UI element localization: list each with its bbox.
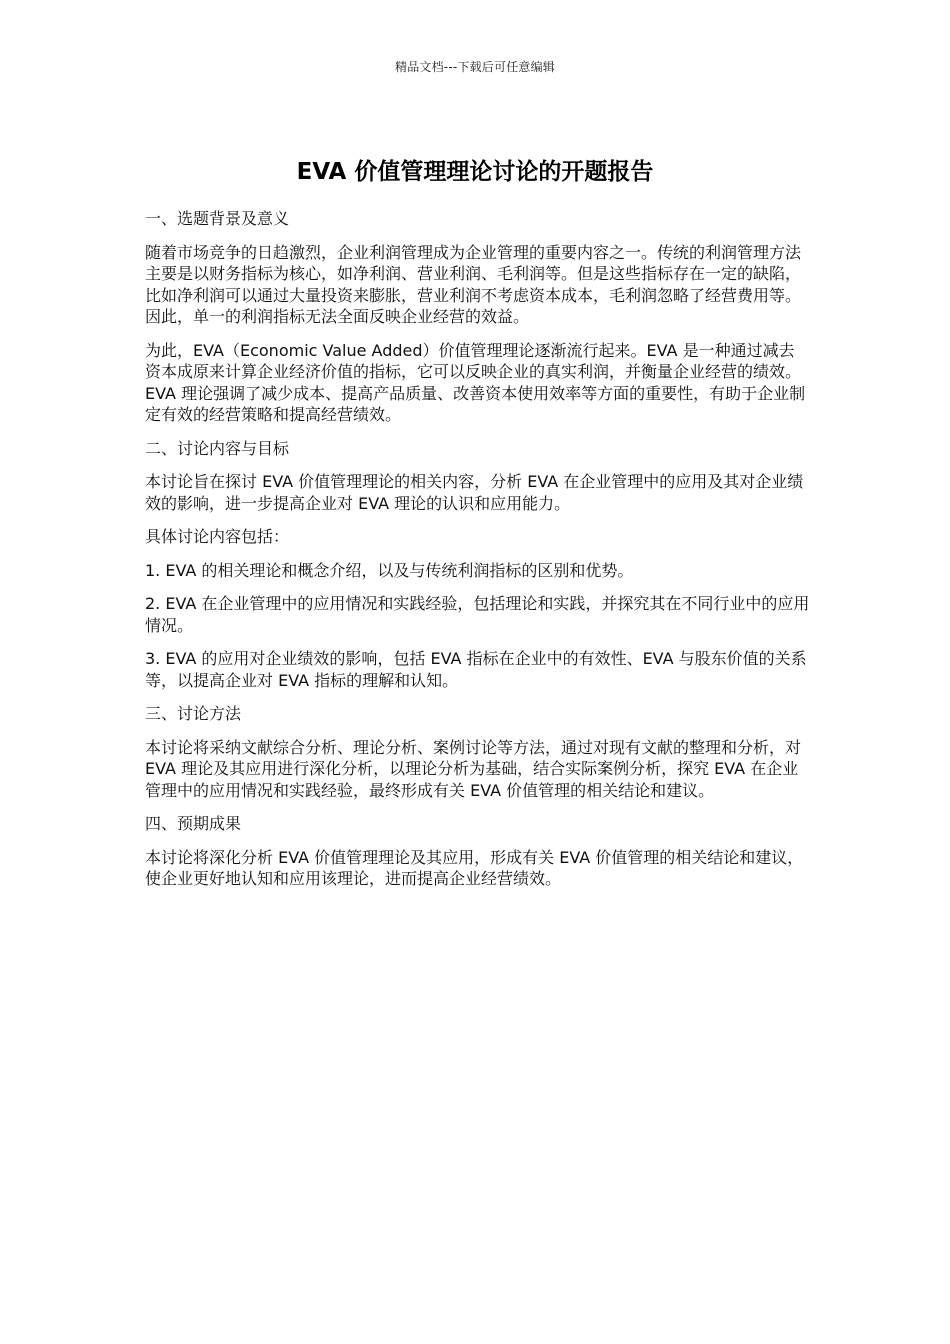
paragraph-methods: 本讨论将采纳文献综合分析、理论分析、案例讨论等方法，通过对现有文献的整理和分析，对 EVA 理论及其应用进行深化分析，以理论分析为基础，结合实际案例分析，探究 EVA 在企业管理中的应用情况和实践经验，最终形成有关 EVA 价值管理的相关结论和建议。	[145, 737, 802, 800]
paragraph-goals: 本讨论旨在探讨 EVA 价值管理理论的相关内容，分析 EVA 在企业管理中的应用及其对企业绩效的影响，进一步提高企业对 EVA 理论的认识和应用能力。	[145, 472, 804, 513]
paragraph-background-1: 随着市场竞争的日趋激烈，企业利润管理成为企业管理的重要内容之一。传统的利润管理方法主要是以财务指标为核心，如净利润、营业利润、毛利润等。但是这些指标存在一定的缺陷，比如净利润可以通过大量投资来膨胀，营业利润不考虑资本成本，毛利润忽略了经营费用等。因此，单一的利润指标无法全面反映企业经营的效益。	[145, 242, 802, 326]
section-heading-methods: 三、讨论方法	[145, 704, 242, 723]
list-item-3: 3. EVA 的应用对企业绩效的影响，包括 EVA 指标在企业中的有效性、EVA 与股东价值的关系等，以提高企业对 EVA 指标的理解和认知。	[145, 649, 807, 690]
document-title: EVA 价值管理理论讨论的开题报告	[296, 159, 654, 186]
section-heading-content-goals: 二、讨论内容与目标	[145, 438, 290, 458]
list-item-2: 2. EVA 在企业管理中的应用情况和实践经验，包括理论和实践，并探究其在不同行业中的应用情况。	[145, 594, 810, 635]
paragraph-content-intro: 具体讨论内容包括：	[145, 527, 290, 546]
list-item-1: 1. EVA 的相关理论和概念介绍，以及与传统利润指标的区别和优势。	[145, 560, 634, 580]
paragraph-background-2: 为此，EVA（Economic Value Added）价值管理理论逐渐流行起来。EVA 是一种通过减去资本成原来计算企业经济价值的指标，它可以反映企业的真实利润，并衡量企业经营的绩效。EVA 理论强调了减少成本、提高产品质量、改善资本使用效率等方面的重要性，有助于企业制定有效的经营策略和提高经营绩效。	[145, 340, 806, 424]
section-heading-background: 一、选题背景及意义	[145, 209, 290, 228]
header-note: 精品文档---下载后可任意编辑	[395, 60, 555, 74]
section-heading-expected-results: 四、预期成果	[145, 814, 242, 833]
paragraph-expected-results: 本讨论将深化分析 EVA 价值管理理论及其应用，形成有关 EVA 价值管理的相关结论和建议，使企业更好地认知和应用该理论，进而提高企业经营绩效。	[145, 847, 804, 888]
document-body	[145, 208, 810, 902]
